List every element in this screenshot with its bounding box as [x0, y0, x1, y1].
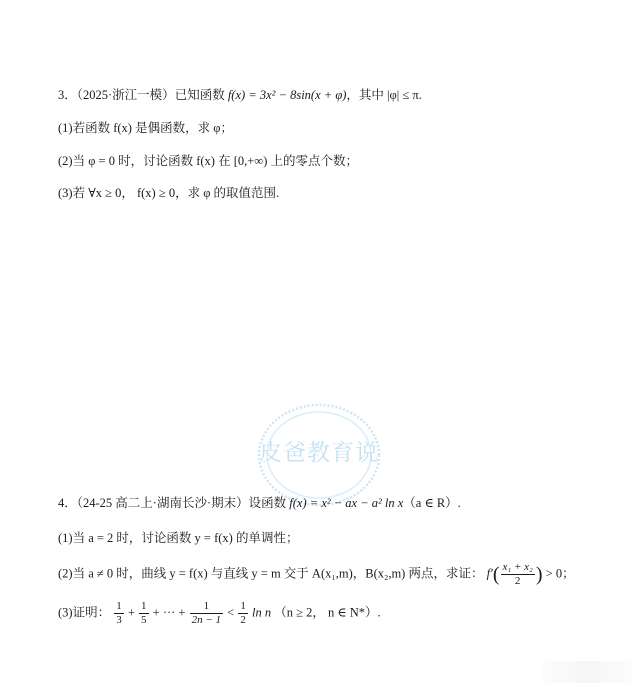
- term-3-fraction: [190, 600, 223, 627]
- problem-4-part-3-text: (3)证明：: [58, 605, 111, 620]
- term-4-fraction: [238, 600, 248, 627]
- problem-4-part-3: [58, 600, 381, 627]
- problem-4-part-1: (1)当 a = 2 时，讨论函数 y = f(x) 的单调性；: [58, 531, 299, 545]
- term-4-denominator: 2: [240, 614, 246, 626]
- problem-4-formula: f(x) = x² − ax − a² ln x: [289, 496, 404, 510]
- problem-4-part-3-condition: （n ≥ 2， n ∈ N*）.: [274, 605, 381, 620]
- term-1-denominator: 3: [116, 614, 122, 626]
- ln-term: ln n: [251, 605, 272, 620]
- problem-3-formula: f(x) = 3x² − 8sin(x + φ): [227, 88, 347, 102]
- fraction-denominator: 2: [514, 575, 521, 587]
- problem-4-part-2-fprime: f′: [486, 566, 493, 581]
- problem-4-part-2-tail: > 0；: [545, 566, 575, 581]
- problem-4-number: 4．: [58, 496, 77, 510]
- corner-shading: [542, 661, 632, 683]
- fraction-numerator: x₁ + x₂: [502, 561, 533, 573]
- problem-4-stem: [58, 494, 461, 512]
- ellipsis-sum: + ··· +: [152, 605, 186, 620]
- plus-sign: +: [127, 605, 135, 620]
- term-2-numerator: 1: [141, 600, 147, 612]
- term-2-fraction: [139, 600, 149, 627]
- term-4-numerator: 1: [240, 600, 246, 612]
- problem-4-stem-prefix: 设函数: [248, 496, 287, 510]
- term-1-numerator: 1: [116, 600, 122, 612]
- term-3-denominator: 2n − 1: [191, 614, 222, 626]
- term-3-numerator: 1: [190, 600, 223, 614]
- term-1-fraction: [114, 600, 124, 627]
- problem-3-part-2: (2)当 φ = 0 时，讨论函数 f(x) 在 [0,+∞) 上的零点个数；: [58, 154, 358, 168]
- problem-4-stem-suffix: （a ∈ R）.: [403, 496, 461, 510]
- problem-3-number: 3．: [58, 88, 77, 102]
- problem-3-stem: [58, 86, 422, 104]
- term-2-denominator: 5: [141, 614, 147, 626]
- problem-3-stem-suffix: ，其中 |φ| ≤ π.: [346, 88, 422, 102]
- problem-4-part-2-text: (2)当 a ≠ 0 时，曲线 y = f(x) 与直线 y = m 交于 A(x₁,m)，B(x₂,m) 两点，求证：: [58, 566, 484, 581]
- problem-4-source: （24-25 高二上·湖南长沙·期末）: [76, 496, 249, 510]
- problem-3-part-1: (1)若函数 f(x) 是偶函数，求 φ；: [58, 121, 233, 135]
- less-than-sign: <: [227, 605, 235, 620]
- problem-3-source: （2025·浙江一模）: [76, 88, 175, 102]
- problem-3-stem-prefix: 已知函数: [174, 88, 225, 102]
- problem-4-part-2: (2)当 a ≠ 0 时，曲线 y = f(x) 与直线 y = m 交于 A(x₁,m)，B(x₂,m) 两点，求证： f′( $\frac{\text{x₁ + x₂}}{2}$ ) > 0；: [58, 561, 575, 587]
- watermark-text: 皮爸教育说: [259, 440, 379, 466]
- problem-3-part-3: (3)若 ∀x ≥ 0， f(x) ≥ 0，求 φ 的取值范围.: [58, 186, 280, 200]
- problem-4-part-2-fraction: [501, 561, 535, 588]
